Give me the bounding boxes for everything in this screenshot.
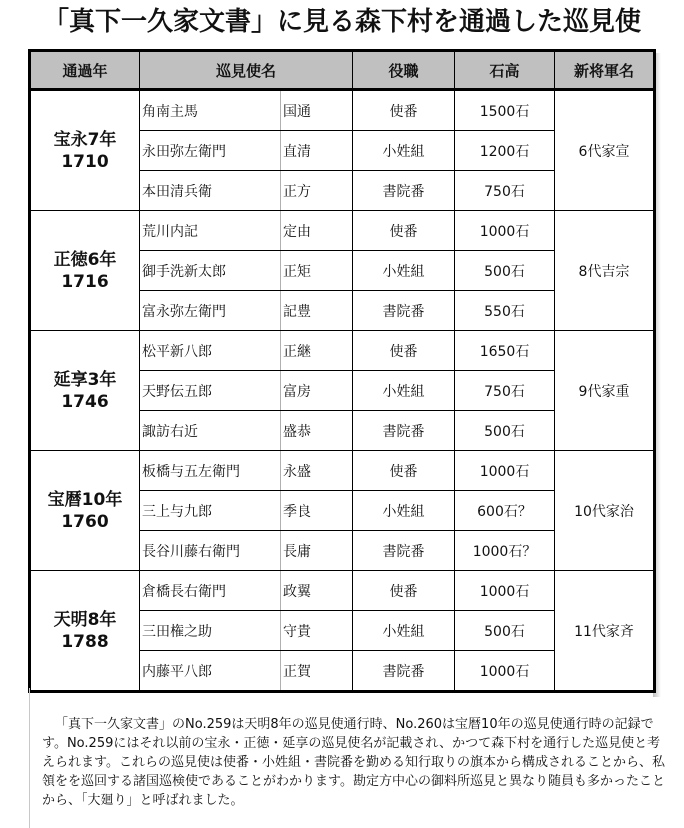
western-year: 1746 (61, 391, 109, 412)
koku-cell: 500石 (455, 411, 555, 451)
inspector-given-name: 盛恭 (281, 411, 353, 451)
inspector-name: 倉橋長右衛門 (140, 571, 281, 611)
table-row (30, 331, 655, 371)
koku-cell: 1000石 (455, 651, 555, 692)
inspector-given-name: 直清 (281, 131, 353, 171)
inspector-name: 荒川内記 (140, 211, 281, 251)
role-cell: 小姓組 (353, 611, 455, 651)
inspector-given-name: 長庸 (281, 531, 353, 571)
table-row (30, 571, 655, 611)
inspector-given-name: 正方 (281, 171, 353, 211)
inspector-given-name: 正賀 (281, 651, 353, 692)
role-cell: 書院番 (353, 171, 455, 211)
role-cell: 書院番 (353, 651, 455, 692)
inspector-name: 諏訪右近 (140, 411, 281, 451)
inspector-name: 板橋与五左衛門 (140, 451, 281, 491)
shogun-cell: 10代家治 (555, 451, 655, 571)
era-label: 宝永7年 (53, 129, 117, 150)
inspector-name: 内藤平八郎 (140, 651, 281, 692)
inspector-name: 長谷川藤右衛門 (140, 531, 281, 571)
year-cell (30, 211, 140, 331)
year-cell (30, 90, 140, 211)
western-year: 1710 (61, 151, 109, 172)
inspector-name: 角南主馬 (140, 90, 281, 131)
header-koku: 石高 (455, 51, 555, 90)
inspector-given-name: 定由 (281, 211, 353, 251)
inspector-given-name: 守貴 (281, 611, 353, 651)
inspector-name: 御手洗新太郎 (140, 251, 281, 291)
inspector-given-name: 富房 (281, 371, 353, 411)
header-inspector-name: 巡見使名 (140, 51, 353, 90)
era-label: 天明8年 (53, 609, 117, 630)
koku-cell: 1500石 (455, 90, 555, 131)
era-label: 延享3年 (53, 369, 117, 390)
inspector-name: 三上与九郎 (140, 491, 281, 531)
shogun-cell: 9代家重 (555, 331, 655, 451)
table-row (30, 90, 655, 131)
inspector-given-name: 永盛 (281, 451, 353, 491)
inspector-given-name: 政翼 (281, 571, 353, 611)
koku-cell: 1000石？ (455, 531, 555, 571)
role-cell: 小姓組 (353, 371, 455, 411)
explanatory-note (29, 688, 680, 828)
year-cell (30, 571, 140, 692)
inspector-name: 三田権之助 (140, 611, 281, 651)
role-cell: 使番 (353, 90, 455, 131)
table-row (30, 211, 655, 251)
era-label: 宝暦10年 (47, 489, 123, 510)
inspector-given-name: 季良 (281, 491, 353, 531)
koku-cell: 1200石 (455, 131, 555, 171)
western-year: 1716 (61, 271, 109, 292)
koku-cell: 750石 (455, 171, 555, 211)
table-row (30, 451, 655, 491)
shogun-cell: 11代家斉 (555, 571, 655, 692)
role-cell: 小姓組 (353, 131, 455, 171)
western-year: 1788 (61, 631, 109, 652)
header-role: 役職 (353, 51, 455, 90)
inspector-given-name: 正継 (281, 331, 353, 371)
header-shogun: 新将軍名 (555, 51, 655, 90)
inspector-name: 富永弥左衛門 (140, 291, 281, 331)
role-cell: 小姓組 (353, 251, 455, 291)
role-cell: 使番 (353, 451, 455, 491)
koku-cell: 500石 (455, 611, 555, 651)
role-cell: 使番 (353, 571, 455, 611)
inspector-name: 天野伝五郎 (140, 371, 281, 411)
inspector-name: 永田弥左衛門 (140, 131, 281, 171)
koku-cell: 750石 (455, 371, 555, 411)
role-cell: 使番 (353, 331, 455, 371)
header-year: 通過年 (30, 51, 140, 90)
role-cell: 使番 (353, 211, 455, 251)
koku-cell: 1000石 (455, 571, 555, 611)
koku-cell: 1000石 (455, 211, 555, 251)
table-header-row (30, 51, 655, 90)
role-cell: 書院番 (353, 411, 455, 451)
koku-cell: 1000石 (455, 451, 555, 491)
year-cell (30, 451, 140, 571)
inspectors-table-container (28, 49, 653, 693)
inspector-given-name: 記豊 (281, 291, 353, 331)
role-cell: 書院番 (353, 291, 455, 331)
year-cell (30, 331, 140, 451)
inspector-name: 松平新八郎 (140, 331, 281, 371)
role-cell: 小姓組 (353, 491, 455, 531)
inspectors-table (28, 49, 656, 693)
page-title: 「真下一久家文書」に見る森下村を通過した巡見使 (42, 7, 641, 37)
inspector-given-name: 正矩 (281, 251, 353, 291)
koku-cell: 500石 (455, 251, 555, 291)
era-label: 正徳6年 (53, 249, 117, 270)
shogun-cell: 8代吉宗 (555, 211, 655, 331)
note-text: 「真下一久家文書」のNo.259は天明8年の巡見使通行時、No.260は宝暦10年の巡見使通行時の記録です。No.259にはそれ以前の宝永・正徳・延享の巡見使名が記載され、かつて森下村を通行した巡見使と考えられます。これらの巡見使は使番・小姓組・書院番を勤める知行取りの旗本から構成されることから、私領をを巡回する諸国巡検使であることがわかります。勘定方中心の御料所巡見と異なり随員も多かったことから、「大廻り」と呼ばれました。 (42, 717, 665, 808)
inspector-given-name: 国通 (281, 90, 353, 131)
shogun-cell: 6代家宣 (555, 90, 655, 211)
table-body (30, 90, 655, 692)
koku-cell: 600石？ (455, 491, 555, 531)
role-cell: 書院番 (353, 531, 455, 571)
koku-cell: 550石 (455, 291, 555, 331)
koku-cell: 1650石 (455, 331, 555, 371)
inspector-name: 本田清兵衛 (140, 171, 281, 211)
western-year: 1760 (61, 511, 109, 532)
